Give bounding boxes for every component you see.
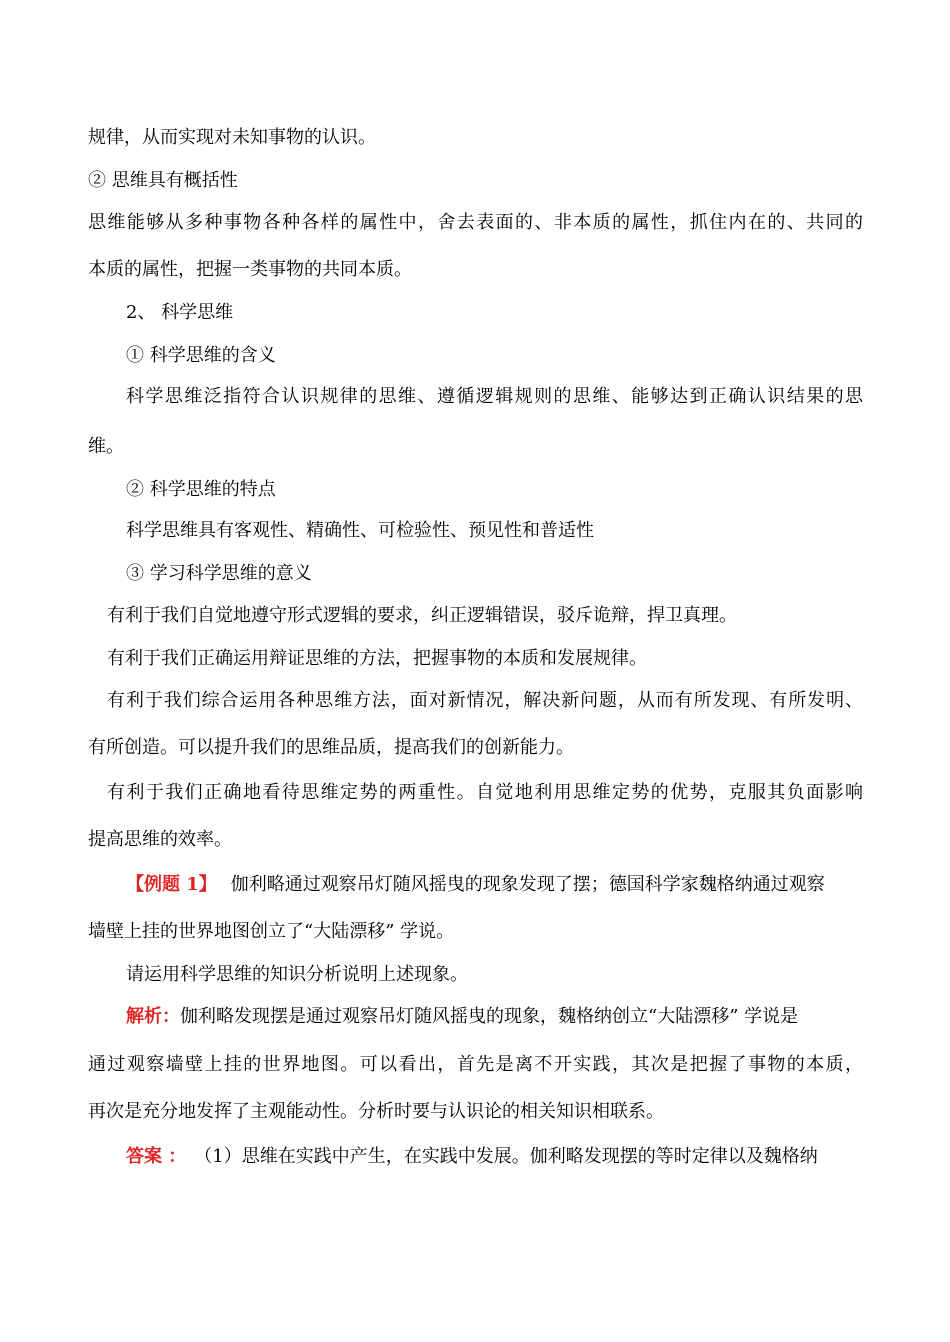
paragraph-line: 有所创造。可以提升我们的思维品质，提高我们的创新能力。: [88, 737, 574, 758]
example-text: 伽利略通过观察吊灯随风摇曳的现象发现了摆；德国科学家魏格纳通过观察: [230, 874, 825, 895]
paragraph-line: 有利于我们正确运用辩证思维的方法，把握事物的本质和发展规律。: [107, 648, 647, 669]
paragraph-line: 规律，从而实现对未知事物的认识。: [88, 127, 376, 148]
paragraph-line: 本质的属性，把握一类事物的共同本质。: [88, 259, 412, 280]
example-line: [126, 873, 825, 897]
paragraph-line: 再次是充分地发挥了主观能动性。分析时要与认识论的相关知识相联系。: [88, 1101, 664, 1122]
paragraph-line: 科学思维泛指符合认识规律的思维、遵循逻辑规则的思维、能够达到正确认识结果的思: [126, 386, 863, 407]
paragraph-line: 科学思维具有客观性、精确性、可检验性、预见性和普适性: [126, 520, 594, 541]
analysis-text: 伽利略发现摆是通过观察吊灯随风摇曳的现象，魏格纳创立“大陆漂移” 学说是: [180, 1006, 799, 1027]
paragraph-line: 通过观察墙壁上挂的世界地图。可以看出，首先是离不开实践，其次是把握了事物的本质，: [88, 1054, 863, 1075]
subheading-meaning: ① 科学思维的含义: [126, 345, 276, 366]
paragraph-line: 维。: [88, 436, 124, 457]
answer-line: [126, 1145, 818, 1169]
subheading-significance: ③ 学习科学思维的意义: [126, 563, 312, 584]
answer-text: （1）思维在实践中产生，在实践中发展。伽利略发现摆的等时定律以及魏格纳: [194, 1146, 818, 1167]
paragraph-line: 墙壁上挂的世界地图创立了“大陆漂移” 学说。: [88, 921, 455, 942]
analysis-label: 解析：: [126, 1006, 180, 1027]
example-question: 请运用科学思维的知识分析说明上述现象。: [126, 964, 468, 985]
paragraph-line: 有利于我们正确地看待思维定势的两重性。自觉地利用思维定势的优势，克服其负面影响: [107, 782, 863, 803]
paragraph-line: 有利于我们自觉地遵守形式逻辑的要求，纠正逻辑错误，驳斥诡辩，捍卫真理。: [107, 605, 737, 626]
paragraph-line: 思维能够从多种事物各种各样的属性中，舍去表面的、非本质的属性，抓住内在的、共同的: [88, 212, 863, 233]
paragraph-line: 有利于我们综合运用各种思维方法，面对新情况，解决新问题，从而有所发现、有所发明、: [107, 690, 863, 711]
subheading-generality: ② 思维具有概括性: [88, 170, 238, 191]
subheading-features: ② 科学思维的特点: [126, 479, 276, 500]
example-label: 【例题 1】: [126, 874, 217, 895]
analysis-line: [126, 1005, 863, 1029]
answer-label: 答案 ：: [126, 1146, 187, 1167]
section-heading-scientific-thinking: 2、 科学思维: [126, 302, 234, 323]
paragraph-line: 提高思维的效率。: [88, 829, 232, 850]
